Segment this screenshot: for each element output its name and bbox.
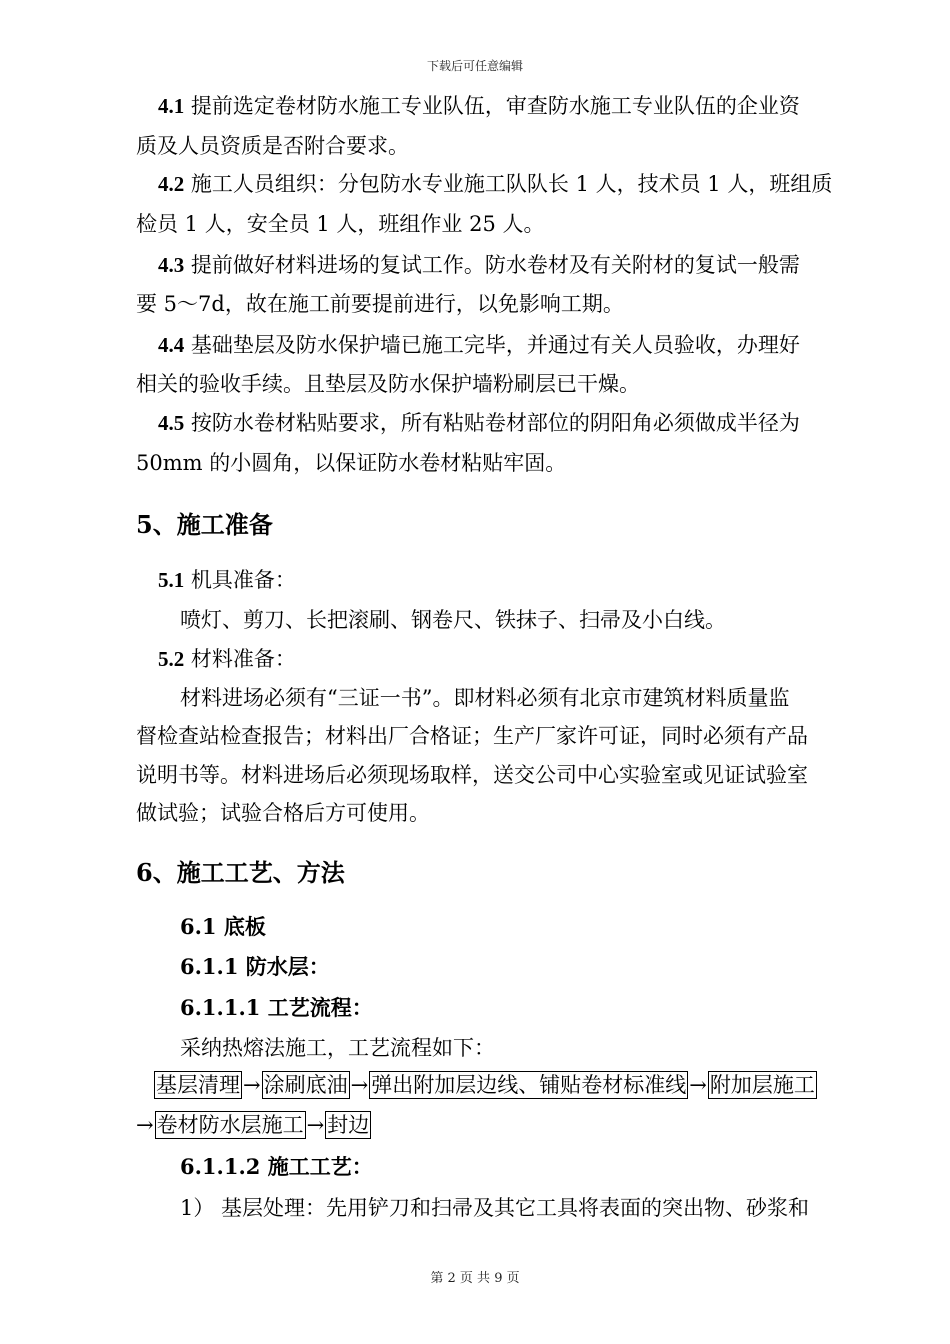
page-footer: 第 2 页 共 9 页 — [430, 1271, 520, 1286]
para-5-2-body-line2: 督检查站检查报告；材料出厂合格证；生产厂家许可证，同时必须有产品 — [136, 724, 808, 748]
para-5-2-label — [158, 645, 883, 673]
para-4-1-line2: 质及人员资质是否附合要求。 — [136, 134, 409, 158]
para-4-1-line1 — [158, 92, 883, 120]
flow-step-box: 涂刷底油 — [263, 1073, 348, 1097]
flow-arrow: → — [689, 1073, 707, 1097]
para-text: 按防水卷材粘贴要求，所有粘贴卷材部位的阴阳角必须做成半径为 — [184, 411, 800, 435]
list-item-1: 1） 基层处理：先用铲刀和扫帚及其它工具将表面的突出物、砂浆和 — [180, 1196, 810, 1220]
flow-step-box: 基层清理 — [156, 1073, 240, 1097]
para-text: 提前选定卷材防水施工专业队伍，审查防水施工专业队伍的企业资 — [184, 94, 800, 118]
flow-arrow: → — [136, 1113, 154, 1137]
para-5-1-body: 喷灯、剪刀、长把滚刷、钢卷尺、铁抹子、扫帚及小白线。 — [180, 608, 726, 632]
section-number: 4.2 — [158, 172, 185, 196]
section-heading-5: 5、施工准备 — [136, 510, 273, 539]
para-4-3-line2: 要 5～7d，故在施工前要提前进行，以免影响工期。 — [136, 292, 624, 316]
flow-arrow: → — [306, 1113, 325, 1137]
flow-arrow: → — [243, 1073, 261, 1097]
para-text: 基础垫层及防水保护墙已施工完毕，并通过有关人员验收，办理好 — [184, 333, 800, 357]
subheading-6-1: 6.1 底板 — [180, 914, 266, 939]
para-4-2-line2: 检员 1 人，安全员 1 人，班组作业 25 人。 — [136, 212, 545, 236]
flow-step-box: 附加层施工 — [709, 1073, 815, 1097]
page-header: 下载后可任意编辑 — [426, 59, 523, 73]
para-4-2-line1 — [158, 170, 883, 198]
para-5-2-body-line3: 说明书等。材料进场后必须现场取样，送交公司中心实验室或见证试验室 — [136, 763, 808, 787]
flow-step-box: 卷材防水层施工 — [156, 1113, 304, 1137]
para-5-2-body-line4: 做试验；试验合格后方可使用。 — [136, 801, 430, 825]
section-number: 5.2 — [158, 647, 185, 671]
flow-step-box: 弹出附加层边线、铺贴卷材标准线 — [371, 1073, 687, 1097]
flow-intro: 采纳热熔法施工，工艺流程如下： — [180, 1036, 495, 1060]
section-number: 4.5 — [158, 411, 185, 435]
para-4-4-line2: 相关的验收手续。且垫层及防水保护墙粉刷层已干燥。 — [136, 372, 640, 396]
subheading-6-1-1-1: 6.1.1.1 工艺流程： — [180, 995, 373, 1020]
para-text: 材料准备： — [184, 647, 296, 671]
section-number: 4.3 — [158, 253, 185, 277]
section-heading-6: 6、施工工艺、方法 — [136, 858, 345, 887]
subheading-6-1-1-2: 6.1.1.2 施工工艺： — [180, 1154, 373, 1179]
para-text: 机具准备： — [184, 568, 296, 592]
para-text: 提前做好材料进场的复试工作。防水卷材及有关附材的复试一般需 — [184, 253, 800, 277]
para-5-2-body-line1: 材料进场必须有“三证一书”。即材料必须有北京市建筑材料质量监 — [180, 686, 790, 710]
section-number: 5.1 — [158, 568, 185, 592]
flow-arrow: → — [350, 1073, 369, 1097]
para-text: 施工人员组织：分包防水专业施工队队长 1 人，技术员 1 人，班组质 — [184, 172, 833, 196]
para-4-5-line2: 50mm 的小圆角，以保证防水卷材粘贴牢固。 — [136, 451, 567, 475]
para-5-1-label — [158, 566, 883, 594]
process-flow-row-1 — [154, 1071, 817, 1099]
section-number: 4.1 — [158, 94, 185, 118]
subheading-6-1-1: 6.1.1 防水层： — [180, 954, 330, 979]
para-4-4-line1 — [158, 331, 883, 359]
process-flow-row-2 — [136, 1111, 371, 1139]
flow-step-box: 封边 — [327, 1113, 370, 1137]
para-4-5-line1 — [158, 409, 883, 437]
para-4-3-line1 — [158, 251, 883, 279]
section-number: 4.4 — [158, 333, 185, 357]
